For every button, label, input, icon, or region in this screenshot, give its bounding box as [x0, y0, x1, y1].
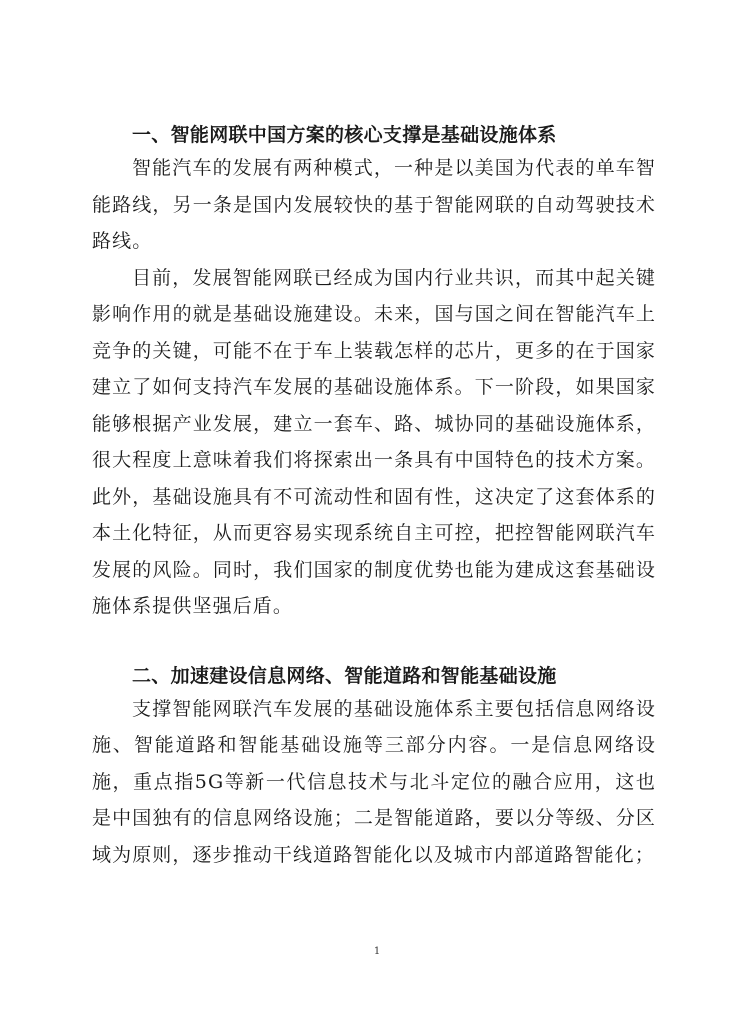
- section-2-paragraph-1: 支撑智能网联汽车发展的基础设施体系主要包括信息网络设施、智能道路和智能基础设施等三部分内容。一是信息网络设施，重点指5G等新一代信息技术与北斗定位的融合应用，这也是中国独有的信息网络设施；二是智能道路，要以分等级、分区域为原则，逐步推动干线道路智能化以及城市内部道路智能化；: [92, 697, 656, 866]
- section-1-paragraph-2: 目前，发展智能网联已经成为国内行业共识，而其中起关键影响作用的就是基础设施建设。未来，国与国之间在智能汽车上竞争的关键，可能不在于车上装载怎样的芯片，更多的在于国家建立了如何支持汽车发展的基础设施体系。下一阶段，如果国家能够根据产业发展，建立一套车、路、城协同的基础设施体系，很大程度上意味着我们将探索出一条具有中国特色的技术方案。此外，基础设施具有不可流动性和固有性，这决定了这套体系的本土化特征，从而更容易实现系统自主可控，把控智能网联汽车发展的风险。同时，我们国家的制度优势也能为建成这套基础设施体系提供坚强后盾。: [92, 266, 656, 617]
- section-spacer: [92, 625, 656, 661]
- section-1-heading: 一、智能网联中国方案的核心支撑是基础设施体系: [132, 124, 557, 146]
- page-number: 1: [373, 946, 381, 957]
- document-body: [92, 120, 656, 873]
- section-2-heading: 二、加速建设信息网络、智能道路和智能基础设施: [132, 664, 557, 687]
- section-1-paragraph-1: 智能汽车的发展有两种模式，一种是以美国为代表的单车智能路线，另一条是国内发展较快的基于智能网联的自动驾驶技术路线。: [92, 157, 656, 252]
